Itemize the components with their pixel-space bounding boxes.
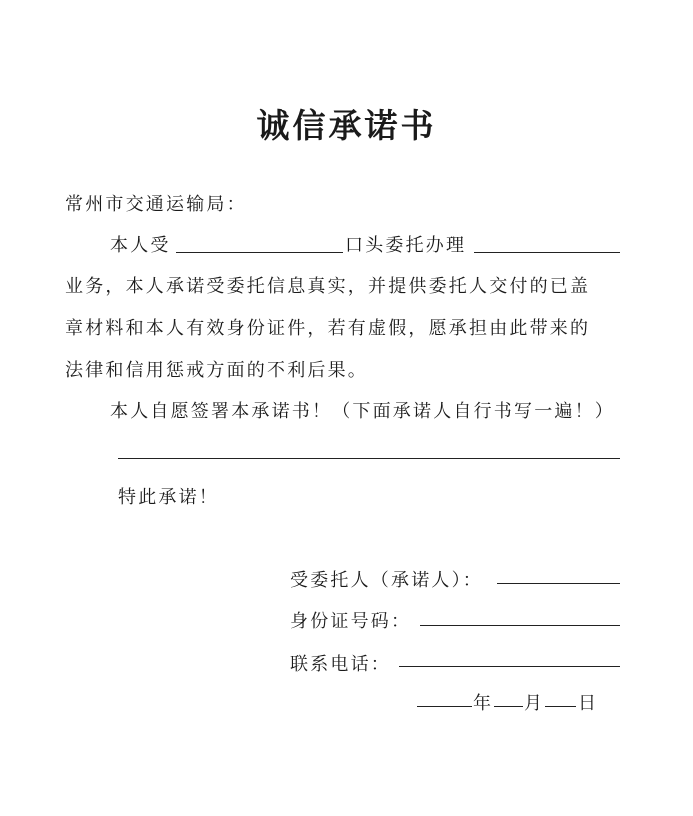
business-blank bbox=[474, 252, 620, 253]
para1-line3: 章材料和本人有效身份证件，若有虚假，愿承担由此带来的 bbox=[65, 318, 591, 339]
id-number-blank bbox=[420, 625, 620, 626]
phone-blank bbox=[399, 666, 620, 667]
id-number-label: 身份证号码： bbox=[290, 611, 412, 632]
para2: 本人自愿签署本承诺书！（下面承诺人自行书写一遍！） bbox=[110, 401, 615, 422]
para1-text-a: 本人受 bbox=[110, 235, 171, 256]
document-title: 诚信承诺书 bbox=[256, 106, 437, 145]
para1-text-b: 口头委托办理 bbox=[345, 235, 467, 256]
para1-line4: 法律和信用惩戒方面的不利后果。 bbox=[65, 360, 368, 381]
year-label: 年 bbox=[473, 693, 494, 714]
month-blank bbox=[494, 706, 523, 707]
trustee-signature-blank bbox=[497, 583, 620, 584]
day-label: 日 bbox=[578, 693, 599, 714]
trustee-label: 受委托人（承诺人）： bbox=[290, 570, 483, 591]
handwrite-blank bbox=[118, 458, 620, 459]
month-label: 月 bbox=[524, 693, 545, 714]
phone-label: 联系电话： bbox=[290, 654, 391, 675]
para1-line2: 业务，本人承诺受委托信息真实，并提供委托人交付的已盖 bbox=[65, 276, 591, 297]
client-name-blank bbox=[176, 252, 343, 253]
closing-text: 特此承诺！ bbox=[118, 487, 219, 508]
year-blank bbox=[417, 706, 472, 707]
day-blank bbox=[545, 706, 576, 707]
addressee: 常州市交通运输局： bbox=[65, 194, 247, 215]
